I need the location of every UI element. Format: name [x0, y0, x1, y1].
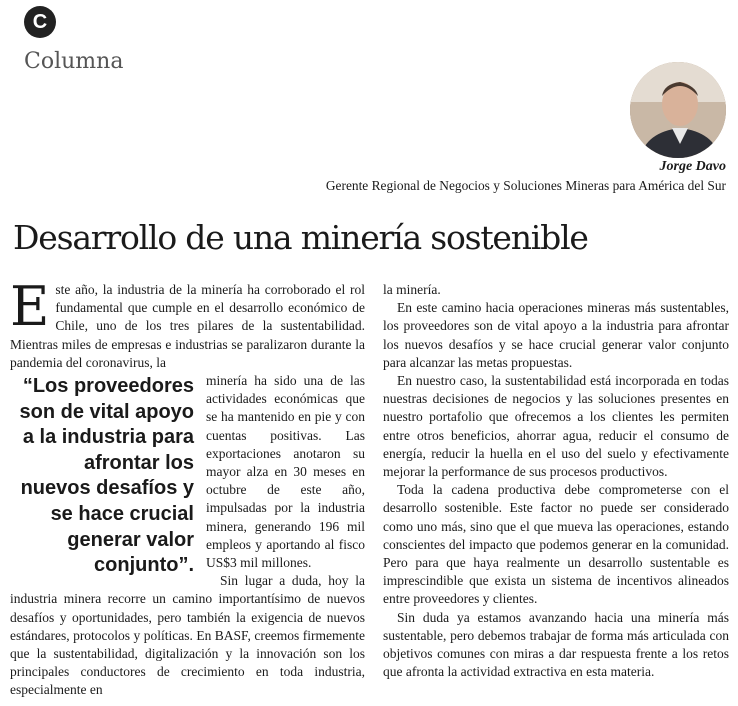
pull-quote: “Los proveedores son de vital apoyo a la industria para afrontar los nuevos desafíos y se hace crucial generar valor conjunto”. [19, 375, 194, 577]
paragraph-5: Toda la cadena productiva debe comprometerse con el desarrollo sostenible. Este factor no puede ser considerado como uno más, sino que el que mueva las operaciones, estando conscientes del impacto que podemos generar en la comunidad. Pero para que haya realmente un desarrollo sustentable es imprescindible que exista un sistema de incentivos alineados entre proveedores y clientes. [383, 482, 729, 607]
article-headline: Desarrollo de una minería sostenible [13, 218, 588, 257]
paragraph-3: En este camino hacia operaciones mineras más sustentables, los proveedores son de vital apoyo a la industria para afrontar los nuevos desafíos y se hace crucial generar valor conjunto para alcanzar las metas propuestas. [383, 300, 729, 370]
author-role: Gerente Regional de Negocios y Soluciones Mineras para América del Sur [325, 178, 726, 193]
paragraph-2-continued: la minería. [383, 282, 441, 297]
author-portrait-image [630, 62, 726, 158]
body-column-right [383, 281, 729, 681]
paragraph-6: Sin duda ya estamos avanzando hacia una minería más sustentable, pero debemos trabajar de forma más articulada con objetivos comunes con miras a dar respuesta frente a los retos que afronta la actividad extractiva en esta materia. [383, 609, 729, 680]
column-badge: C [24, 6, 56, 38]
paragraph-1-continued: minería ha sido una de las actividades económicas que se ha mantenido en pie y con cuentas positivas. Las exportaciones anotaron su mayor alza en 30 meses en octubre de este año, impulsadas por la industria minera, generando 196 mil empleos y aportando al fisco US$3 mil millones. [206, 373, 365, 571]
paragraph-4: En nuestro caso, la sustentabilidad está incorporada en todas nuestras decisiones de negocios y las soluciones presentes en nuestro portafolio que ofrecemos a los clientes les permiten entre otros beneficios, ahorrar agua, reducir el consumo de energía, reducir la huella en el uso del suelo y efectivamente mejorar la performance de sus procesos productivos. [383, 373, 729, 480]
author-photo [630, 62, 726, 158]
body-column-left [10, 275, 365, 700]
paragraph-1-text-a: ste año, la industria de la minería ha corroborado el rol fundamental que cumple en el desarrollo económico de Chile, uno de los tres pilares de la sustentabilidad. Mientras miles de empresas e industrias se paralizaron durante la pandemia del coronavirus, la [10, 282, 365, 370]
paragraph-1 [10, 275, 365, 372]
paragraph-2: Sin lugar a duda, hoy la industria minera recorre un camino importantísimo de nuevos desafíos y oportunidades, pero también la exigencia de nuevos estándares, protocolos y políticas. En BASF, creemos firmemente que la sustentabilidad, digitalización y la innovación son los principales conductores de crecimiento en toda industria, especialmente en [10, 573, 365, 698]
section-label: Columna [24, 49, 124, 74]
drop-cap: E [10, 275, 50, 338]
author-name: Jorge Davo [659, 159, 726, 174]
